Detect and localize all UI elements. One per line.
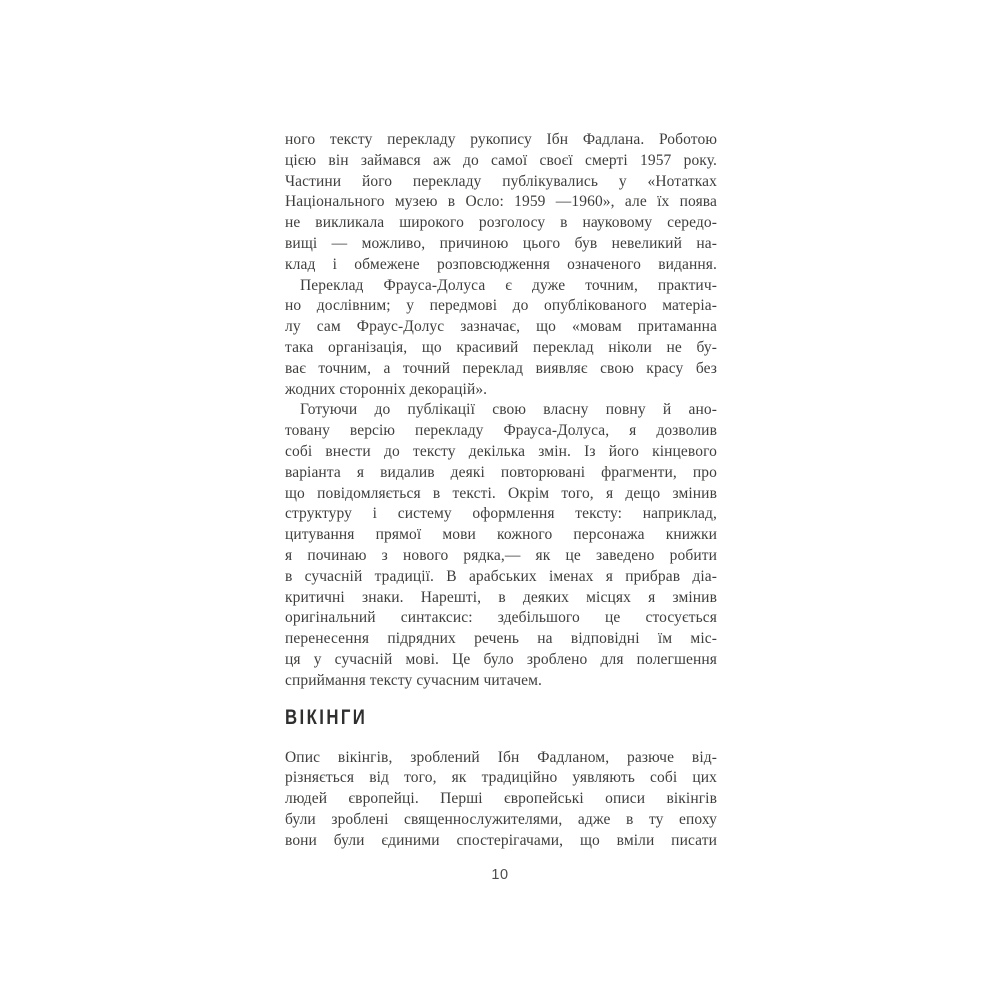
text-line: Частини його перекладу публікувались у «Нотатках	[285, 172, 717, 190]
text-line: Опис вікінгів, зроблений Ібн Фадланом, разюче від-	[285, 748, 717, 766]
text-line: що повідомляється в тексті. Окрім того, я дещо змінив	[285, 484, 717, 502]
text-line: ця у сучасній мові. Це було зроблено для полегшення	[285, 650, 717, 668]
text-line: структуру і систему оформлення тексту: наприклад,	[285, 505, 717, 523]
paragraph	[285, 748, 717, 852]
text-line: різняється від того, як традиційно уявляють собі цих	[285, 769, 717, 787]
text-line: людей європейці. Перші європейські описи вікінгів	[285, 790, 717, 808]
text-line: вищі — можливо, причиною цього був невеликий на-	[285, 234, 717, 252]
paragraph-continuation	[285, 130, 717, 276]
text-line: лу сам Фраус-Долус зазначає, що «мовам притаманна	[285, 318, 717, 336]
text-line: вони були єдиними спостерігачами, що вміли писати	[285, 831, 717, 849]
text-line: клад і обмежене розповсюдження означеного видання.	[285, 255, 717, 273]
text-line: в сучасній традиції. В арабських іменах я прибрав діа-	[285, 567, 717, 585]
text-line: жодних сторонніх декорацій».	[285, 380, 488, 398]
text-line: цитування прямої мови кожного персонажа книжки	[285, 526, 717, 544]
text-line: ного тексту перекладу рукопису Ібн Фадлана. Роботою	[285, 131, 717, 148]
text-line: Переклад Фрауса-Долуса є дуже точним, практич-	[300, 276, 717, 294]
text-line: я починаю з нового рядка,— як це заведено робити	[285, 546, 717, 564]
text-line: не викликала широкого розголосу в науковому середо-	[285, 214, 717, 232]
text-line: собі внести до тексту декілька змін. Із його кінцевого	[285, 442, 717, 460]
text-column	[285, 130, 717, 852]
text-line: Готуючи до публікації свою власну повну й ано-	[300, 401, 717, 419]
text-line: товану версію перекладу Фрауса-Долуса, я дозволив	[285, 422, 717, 440]
text-line: критичні знаки. Нарешті, в деяких місцях я змінив	[285, 588, 717, 606]
text-line: перенесення підрядних речень на відповідні їм міс-	[285, 630, 717, 648]
paragraph	[285, 276, 717, 401]
section-heading-text: ВІКІНГИ	[285, 705, 368, 729]
text-line: варіанта я видалив деякі повторювані фрагменти, про	[285, 463, 717, 481]
text-line: оригінальний синтаксис: здебільшого це стосується	[285, 609, 717, 627]
text-line: но дослівним; у передмові до опублікованого матеріа-	[285, 297, 717, 315]
text-line: цією він займався аж до самої своєї смерті 1957 року.	[285, 151, 717, 169]
page-number: 10	[491, 867, 509, 883]
paragraph	[285, 400, 717, 691]
text-line: Національного музею в Осло: 1959 —1960», але їх поява	[285, 193, 717, 211]
text-line: були зроблені священнослужителями, адже в ту епоху	[285, 810, 717, 828]
text-line: така організація, що красивий переклад ніколи не бу-	[285, 338, 717, 356]
text-line: ває точним, а точний переклад виявляє свою красу без	[285, 359, 717, 377]
text-line: сприймання тексту сучасним читачем.	[285, 671, 542, 689]
section-heading	[285, 706, 717, 728]
